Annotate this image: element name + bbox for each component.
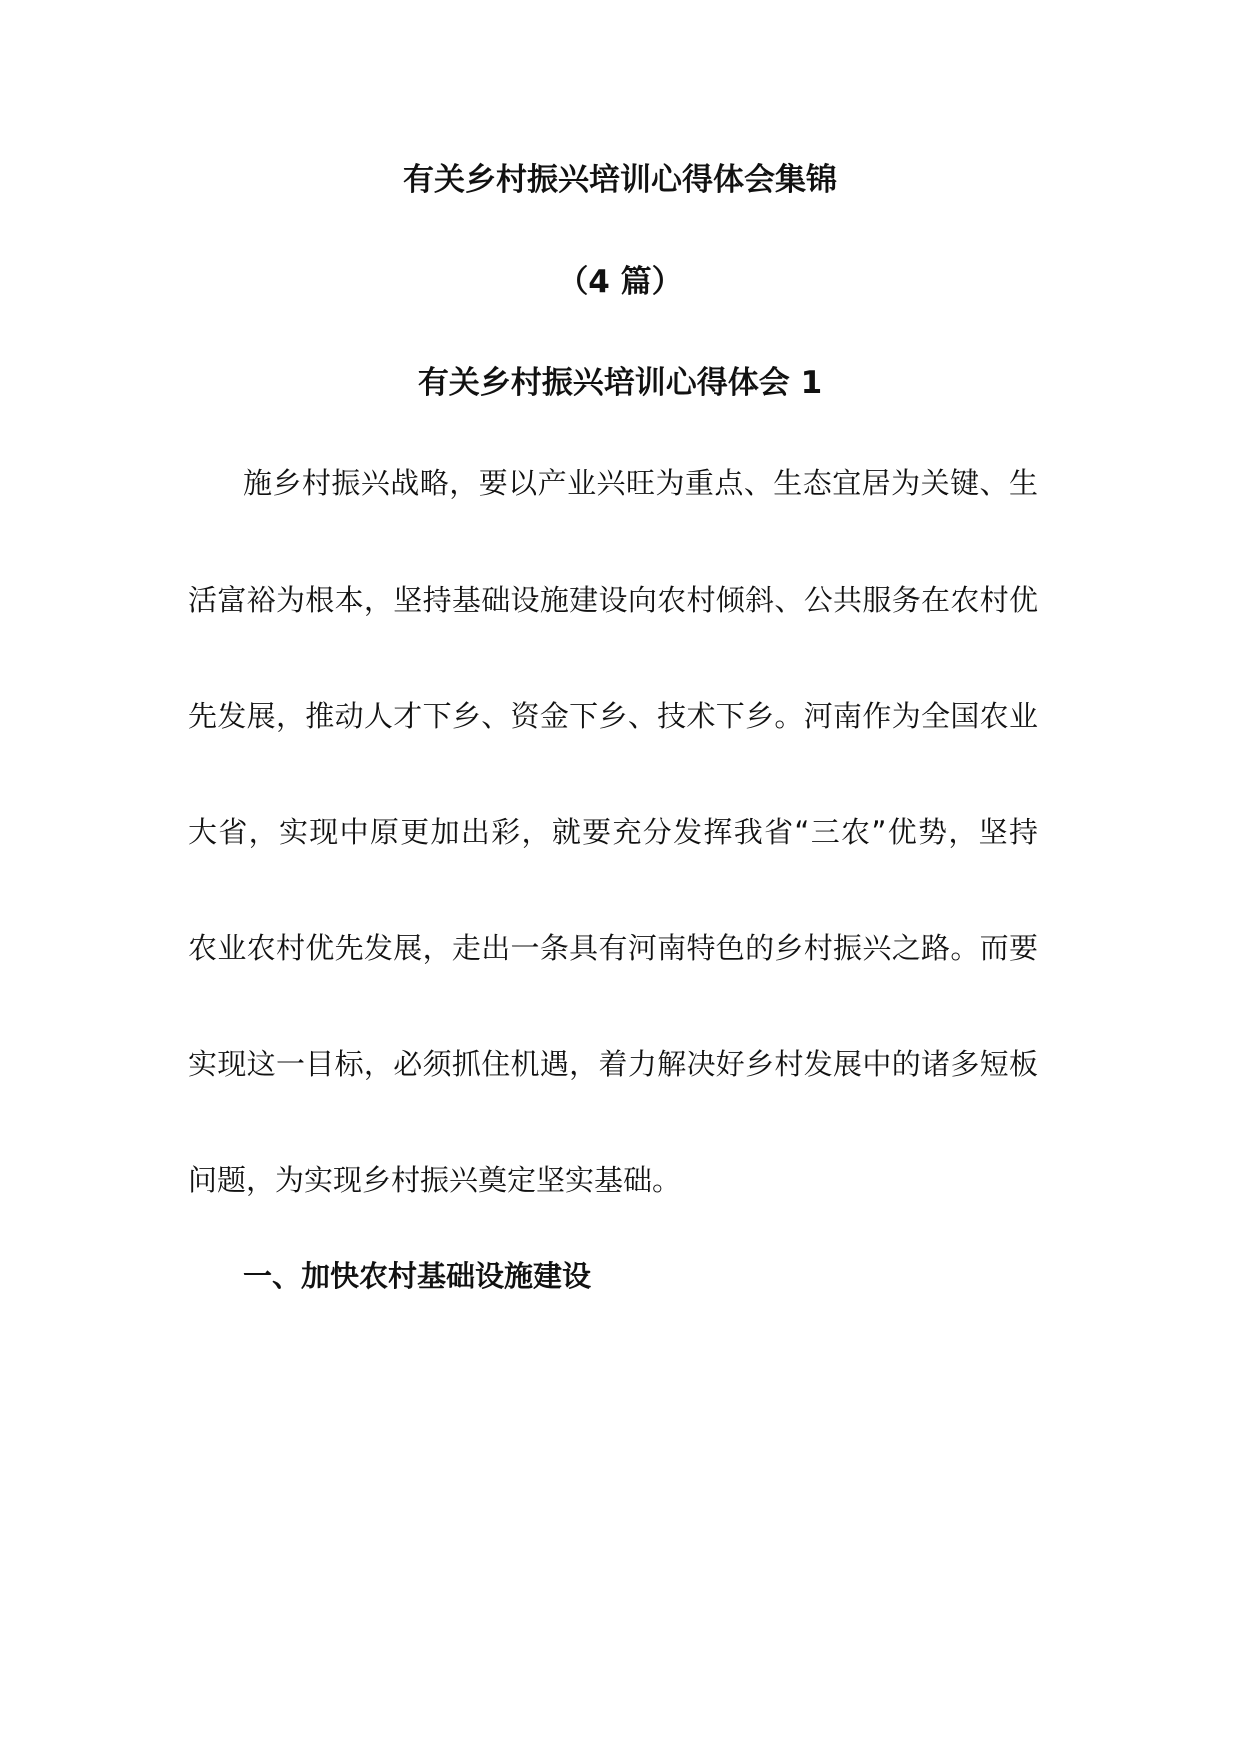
document-title: 有关乡村振兴培训心得体会集锦 bbox=[403, 162, 837, 198]
paragraph-line: 施乡村振兴战略，要以产业兴旺为重点、生态宜居为关键、生 bbox=[243, 466, 1038, 500]
paragraph-line: 大省，实现中原更加出彩，就要充分发挥我省“三农”优势，坚持 bbox=[188, 815, 1038, 849]
paragraph-line: 活富裕为根本，坚持基础设施建设向农村倾斜、公共服务在农村优 bbox=[188, 583, 1038, 617]
article-count: （4 篇） bbox=[557, 264, 683, 300]
paragraph-line: 农业农村优先发展，走出一条具有河南特色的乡村振兴之路。而要 bbox=[188, 931, 1038, 965]
paragraph-line: 先发展，推动人才下乡、资金下乡、技术下乡。河南作为全国农业 bbox=[188, 699, 1038, 733]
paragraph-line: 问题，为实现乡村振兴奠定坚实基础。 bbox=[188, 1163, 682, 1197]
paragraph-line: 实现这一目标，必须抓住机遇，着力解决好乡村发展中的诸多短板 bbox=[188, 1047, 1038, 1081]
section-heading: 一、加快农村基础设施建设 bbox=[243, 1259, 592, 1293]
article-title: 有关乡村振兴培训心得体会 1 bbox=[417, 365, 823, 401]
